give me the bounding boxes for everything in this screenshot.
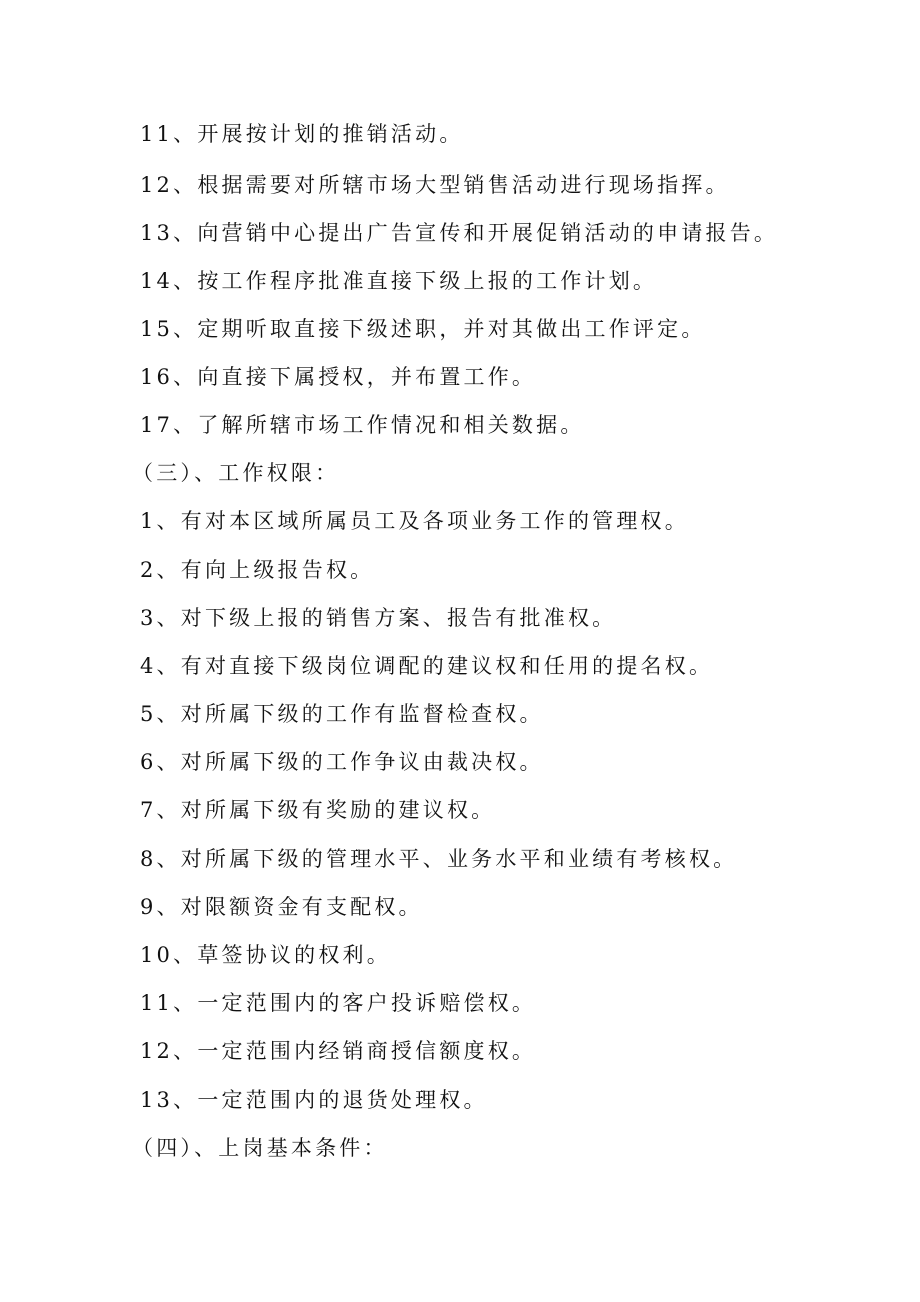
- authority-item-9: 9、对限额资金有支配权。: [140, 895, 423, 919]
- duty-item-16: 16、向直接下属授权，并布置工作。: [140, 365, 537, 389]
- duty-item-15: 15、定期听取直接下级述职，并对其做出工作评定。: [140, 317, 706, 341]
- authority-item-7: 7、对所属下级有奖励的建议权。: [140, 798, 496, 822]
- section-heading-authority: （三）、工作权限：: [132, 461, 340, 485]
- authority-item-6: 6、对所属下级的工作争议由裁决权。: [140, 750, 544, 774]
- authority-item-1: 1、有对本区域所属员工及各项业务工作的管理权。: [140, 509, 689, 533]
- authority-item-10: 10、草签协议的权利。: [140, 943, 391, 967]
- authority-item-12: 12、一定范围内经销商授信额度权。: [140, 1039, 537, 1063]
- duty-item-12: 12、根据需要对所辖市场大型销售活动进行现场指挥。: [140, 173, 730, 197]
- authority-item-8: 8、对所属下级的管理水平、业务水平和业绩有考核权。: [140, 847, 738, 871]
- duty-item-11: 11、开展按计划的推销活动。: [140, 122, 464, 146]
- section-heading-requirements: （四）、上岗基本条件：: [132, 1136, 388, 1160]
- duty-item-13: 13、向营销中心提出广告宣传和开展促销活动的申请报告。: [140, 221, 779, 245]
- authority-item-13: 13、一定范围内的退货处理权。: [140, 1088, 488, 1112]
- duty-item-17: 17、了解所辖市场工作情况和相关数据。: [140, 413, 585, 437]
- authority-item-4: 4、有对直接下级岗位调配的建议权和任用的提名权。: [140, 654, 714, 678]
- authority-item-2: 2、有向上级报告权。: [140, 558, 375, 582]
- duty-item-14: 14、按工作程序批准直接下级上报的工作计划。: [140, 269, 658, 293]
- authority-item-5: 5、对所属下级的工作有监督检查权。: [140, 702, 544, 726]
- authority-item-3: 3、对下级上报的销售方案、报告有批准权。: [140, 606, 617, 630]
- authority-item-11: 11、一定范围内的客户投诉赔偿权。: [140, 991, 537, 1015]
